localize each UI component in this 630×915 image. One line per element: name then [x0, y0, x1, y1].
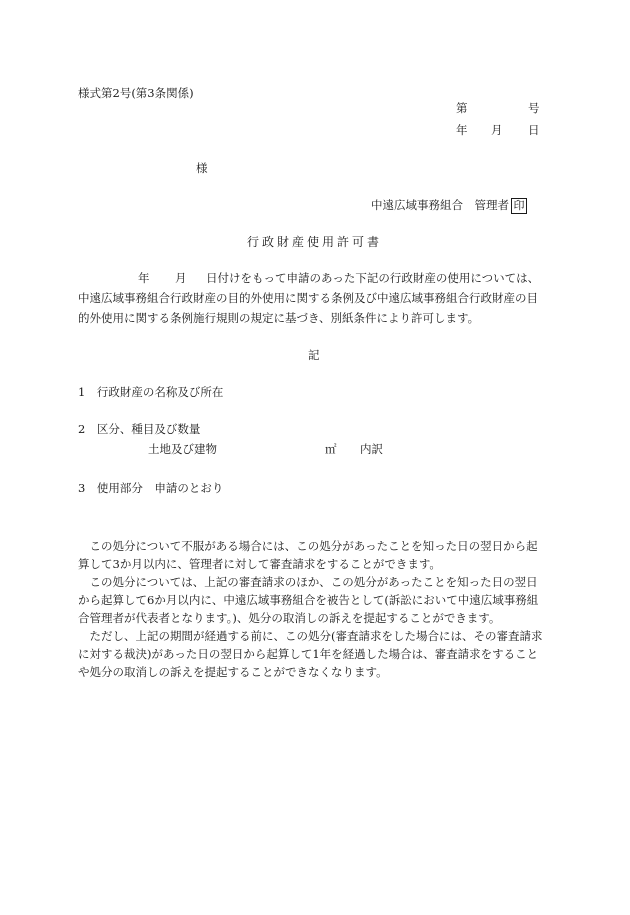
item-2-unit: ㎡ — [325, 442, 337, 456]
intro-line-1: 日付けをもって申請のあった下記の行政財産の使用については、 — [206, 271, 540, 285]
intro-line-2: 中遠広域事務組合行政財産の目的外使用に関する条例及び中遠広域事務組合行政財産の目 — [78, 291, 538, 305]
intro-line-3: 的外使用に関する条例施行規則の規定に基づき、別紙条件により許可します。 — [78, 311, 480, 325]
date-month: 月 — [491, 123, 503, 137]
notice-p3-line-1: ただし、上記の期間が経過する前に、この処分(審査請求をした場合には、その審査請求 — [78, 629, 543, 643]
notice-p3-line-2: に対する裁決)があった日の翌日から起算して1年を経過した場合は、審査請求をすること — [78, 647, 539, 661]
item-1: 1 行政財産の名称及び所在 — [78, 385, 224, 399]
item-2-breakdown: 内訳 — [360, 442, 383, 456]
date-day: 日 — [528, 123, 540, 137]
notice-p2-line-2: から起算して6か月以内に、中遠広域事務組合を被告として(訴訟において中遠広域事務組 — [78, 593, 539, 607]
notice-p3-line-3: や処分の取消しの訴えを提起することができなくなります。 — [78, 665, 388, 679]
issuer-line — [371, 198, 527, 214]
recipient-suffix: 様 — [196, 161, 208, 175]
intro-month: 月 — [175, 271, 187, 285]
notice-p2-line-3: 合管理者が代表者となります。)、処分の取消しの訴えを提起することができます。 — [78, 611, 501, 625]
date-year: 年 — [456, 123, 468, 137]
form-number: 様式第2号(第3条関係) — [78, 86, 194, 100]
number-prefix: 第 — [456, 101, 468, 115]
number-suffix: 号 — [528, 101, 540, 115]
notice-p1-line-1: この処分について不服がある場合には、この処分があったことを知った日の翌日から起 — [78, 539, 538, 553]
notice-p1-line-2: 算して3か月以内に、管理者に対して審査請求をすることができます。 — [78, 557, 441, 571]
seal-mark: 印 — [511, 198, 527, 214]
notice-p2-line-1: この処分については、上記の審査請求のほか、この処分があったことを知った日の翌日 — [78, 575, 538, 589]
issuer-name: 中遠広域事務組合 管理者 — [371, 198, 509, 212]
item-2-type: 土地及び建物 — [148, 442, 217, 456]
item-2: 2 区分、種目及び数量 — [78, 422, 201, 436]
item-3: 3 使用部分 申請のとおり — [78, 481, 224, 495]
intro-year: 年 — [138, 271, 150, 285]
document-title: 行政財産使用許可書 — [247, 235, 383, 249]
ki-heading: 記 — [308, 348, 320, 362]
